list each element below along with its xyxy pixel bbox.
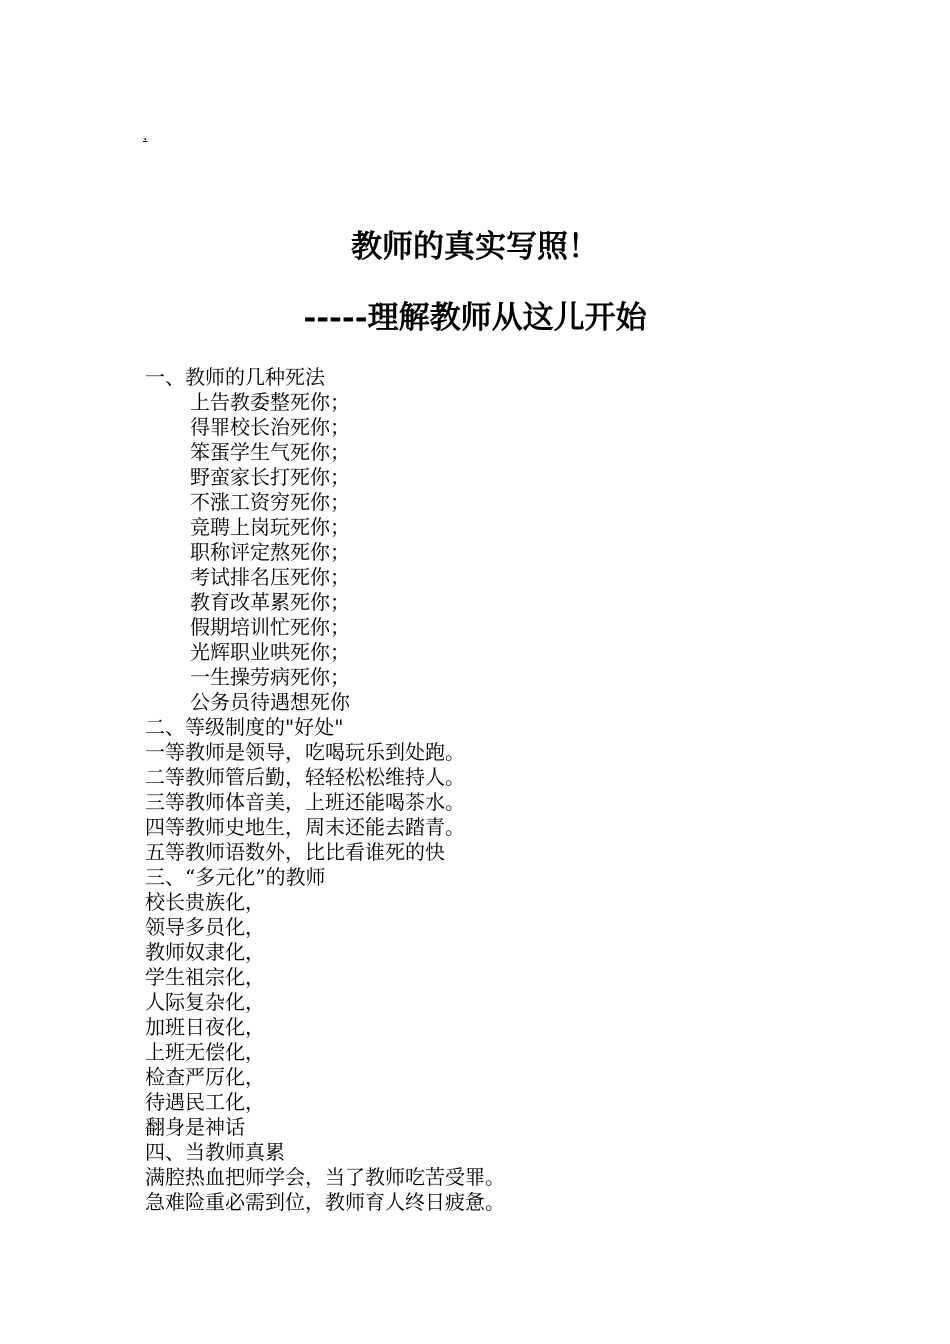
text-line: 光辉职业哄死你； xyxy=(190,640,350,664)
page-subtitle: -----理解教师从这儿开始 xyxy=(303,300,647,336)
header-mark: . xyxy=(143,128,148,144)
text-line: 三、“多元化”的教师 xyxy=(145,865,326,889)
text-line: 人际复杂化， xyxy=(145,990,265,1014)
text-line: 教育改革累死你； xyxy=(190,590,350,614)
text-line: 假期培训忙死你； xyxy=(190,615,350,639)
text-line: 急难险重必需到位，教师育人终日疲惫。 xyxy=(145,1190,505,1214)
text-line: 二、等级制度的"好处" xyxy=(145,715,344,739)
text-line: 竞聘上岗玩死你； xyxy=(190,515,350,539)
text-line: 待遇民工化， xyxy=(145,1090,265,1114)
text-line: 上班无偿化， xyxy=(145,1040,265,1064)
text-line: 校长贵族化， xyxy=(145,890,265,914)
text-line: 二等教师管后勤，轻轻松松维持人。 xyxy=(145,765,465,789)
body-text xyxy=(145,365,845,1215)
text-line: 学生祖宗化， xyxy=(145,965,265,989)
text-line: 四、当教师真累 xyxy=(145,1140,285,1164)
text-line: 笨蛋学生气死你； xyxy=(190,440,350,464)
text-line: 不涨工资穷死你； xyxy=(190,490,350,514)
text-line: 考试排名压死你； xyxy=(190,565,350,589)
text-line: 三等教师体音美，上班还能喝茶水。 xyxy=(145,790,465,814)
text-line: 一等教师是领导，吃喝玩乐到处跑。 xyxy=(145,740,465,764)
text-line: 一生操劳病死你； xyxy=(190,665,350,689)
text-line: 职称评定熬死你； xyxy=(190,540,350,564)
text-line: 翻身是神话 xyxy=(145,1115,245,1139)
text-line: 加班日夜化， xyxy=(145,1015,265,1039)
text-line: 领导多员化， xyxy=(145,915,265,939)
text-line: 检查严厉化， xyxy=(145,1065,265,1089)
text-line: 得罪校长治死你； xyxy=(190,415,350,439)
text-line: 公务员待遇想死你 xyxy=(190,690,350,714)
text-line: 野蛮家长打死你； xyxy=(190,465,350,489)
text-line: 五等教师语数外，比比看谁死的快 xyxy=(145,840,445,864)
text-line: 四等教师史地生，周末还能去踏青。 xyxy=(145,815,465,839)
text-line: 一、教师的几种死法 xyxy=(145,365,325,389)
text-line: 上告教委整死你； xyxy=(190,390,350,414)
page-title: 教师的真实写照！ xyxy=(351,229,599,265)
text-line: 满腔热血把师学会，当了教师吃苦受罪。 xyxy=(145,1165,505,1189)
text-line: 教师奴隶化， xyxy=(145,940,265,964)
